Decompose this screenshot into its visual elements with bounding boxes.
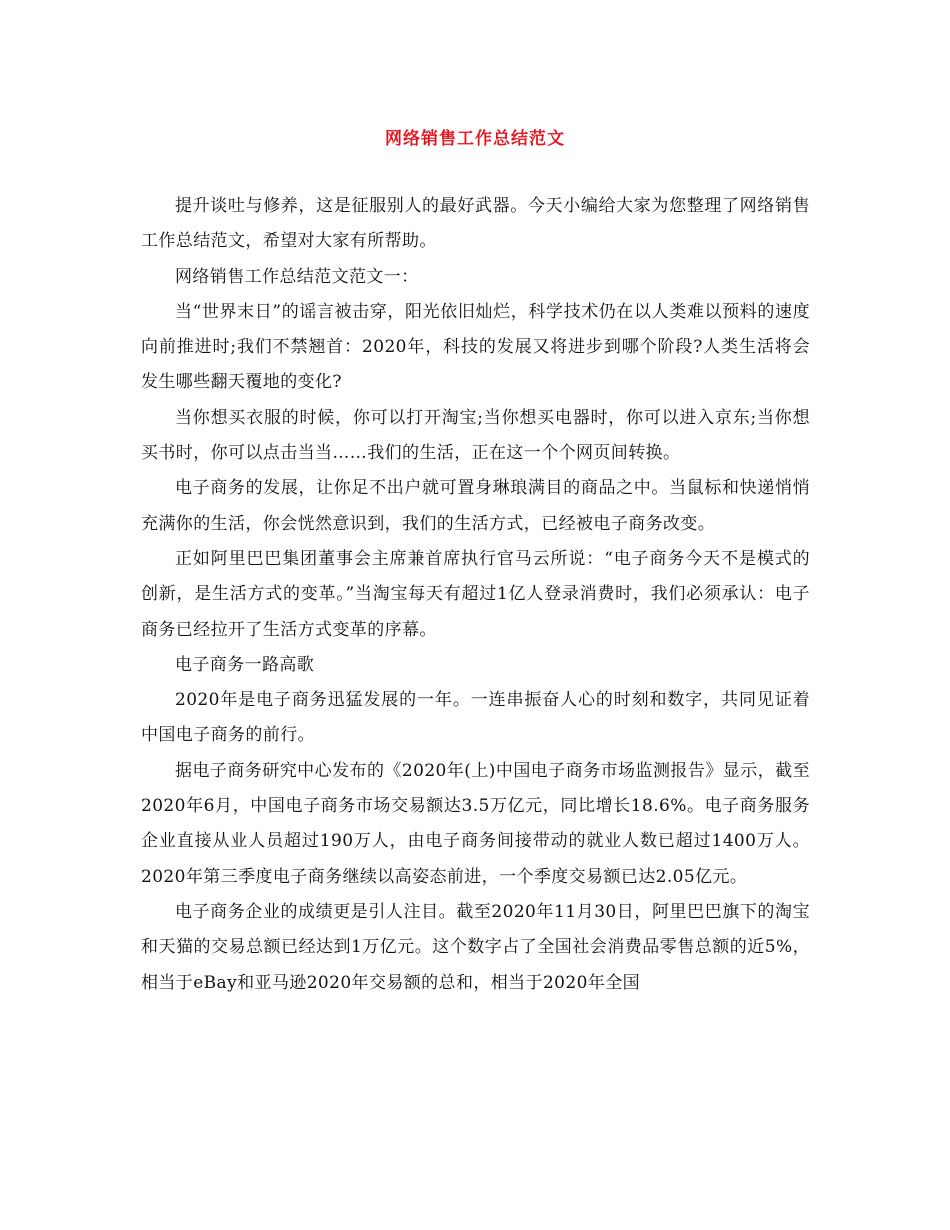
paragraph: 正如阿里巴巴集团董事会主席兼首席执行官马云所说：“电子商务今天不是模式的创新，是生活方式的变革。”当淘宝每天有超过1亿人登录消费时，我们必须承认：电子商务已经拉开了生活方式变革的序幕。 (141, 548, 810, 640)
paragraph: 据电子商务研究中心发布的《2020年(上)中国电子商务市场监测报告》显示，截至2020年6月，中国电子商务市场交易额达3.5万亿元，同比增长18.6%。电子商务服务企业直接从业人员超过190万人，由电子商务间接带动的就业人数已超过1400万人。2020年第三季度电子商务继续以高姿态前进，一个季度交易额已达2.05亿元。 (141, 760, 810, 887)
paragraph: 电子商务的发展，让你足不出户就可置身琳琅满目的商品之中。当鼠标和快递悄悄充满你的生活，你会恍然意识到，我们的生活方式，已经被电子商务改变。 (141, 478, 810, 534)
paragraph-intro: 提升谈吐与修养，这是征服别人的最好武器。今天小编给大家为您整理了网络销售工作总结范文，希望对大家有所帮助。 (141, 196, 810, 252)
document-title: 网络销售工作总结范文 (385, 129, 565, 149)
paragraph-section-heading: 网络销售工作总结范文范文一： (175, 266, 419, 287)
paragraph: 电子商务企业的成绩更是引人注目。截至2020年11月30日，阿里巴巴旗下的淘宝和天猫的交易总额已经达到1万亿元。这个数字占了全国社会消费品零售总额的近5%，相当于eBay和亚马逊2020年交易额的总和，相当于2020年全国 (141, 901, 810, 993)
paragraph: 当“世界末日”的谣言被击穿，阳光依旧灿烂，科学技术仍在以人类难以预料的速度向前推进时;我们不禁翘首：2020年，科技的发展又将进步到哪个阶段?人类生活将会发生哪些翻天覆地的变化? (141, 301, 810, 393)
document-body (141, 189, 810, 1001)
paragraph-subheading: 电子商务一路高歌 (175, 654, 315, 675)
paragraph: 当你想买衣服的时候，你可以打开淘宝;当你想买电器时，你可以进入京东;当你想买书时，你可以点击当当……我们的生活，正在这一个个网页间转换。 (141, 407, 810, 464)
paragraph: 2020年是电子商务迅猛发展的一年。一连串振奋人心的时刻和数字，共同见证着中国电子商务的前行。 (141, 690, 810, 746)
